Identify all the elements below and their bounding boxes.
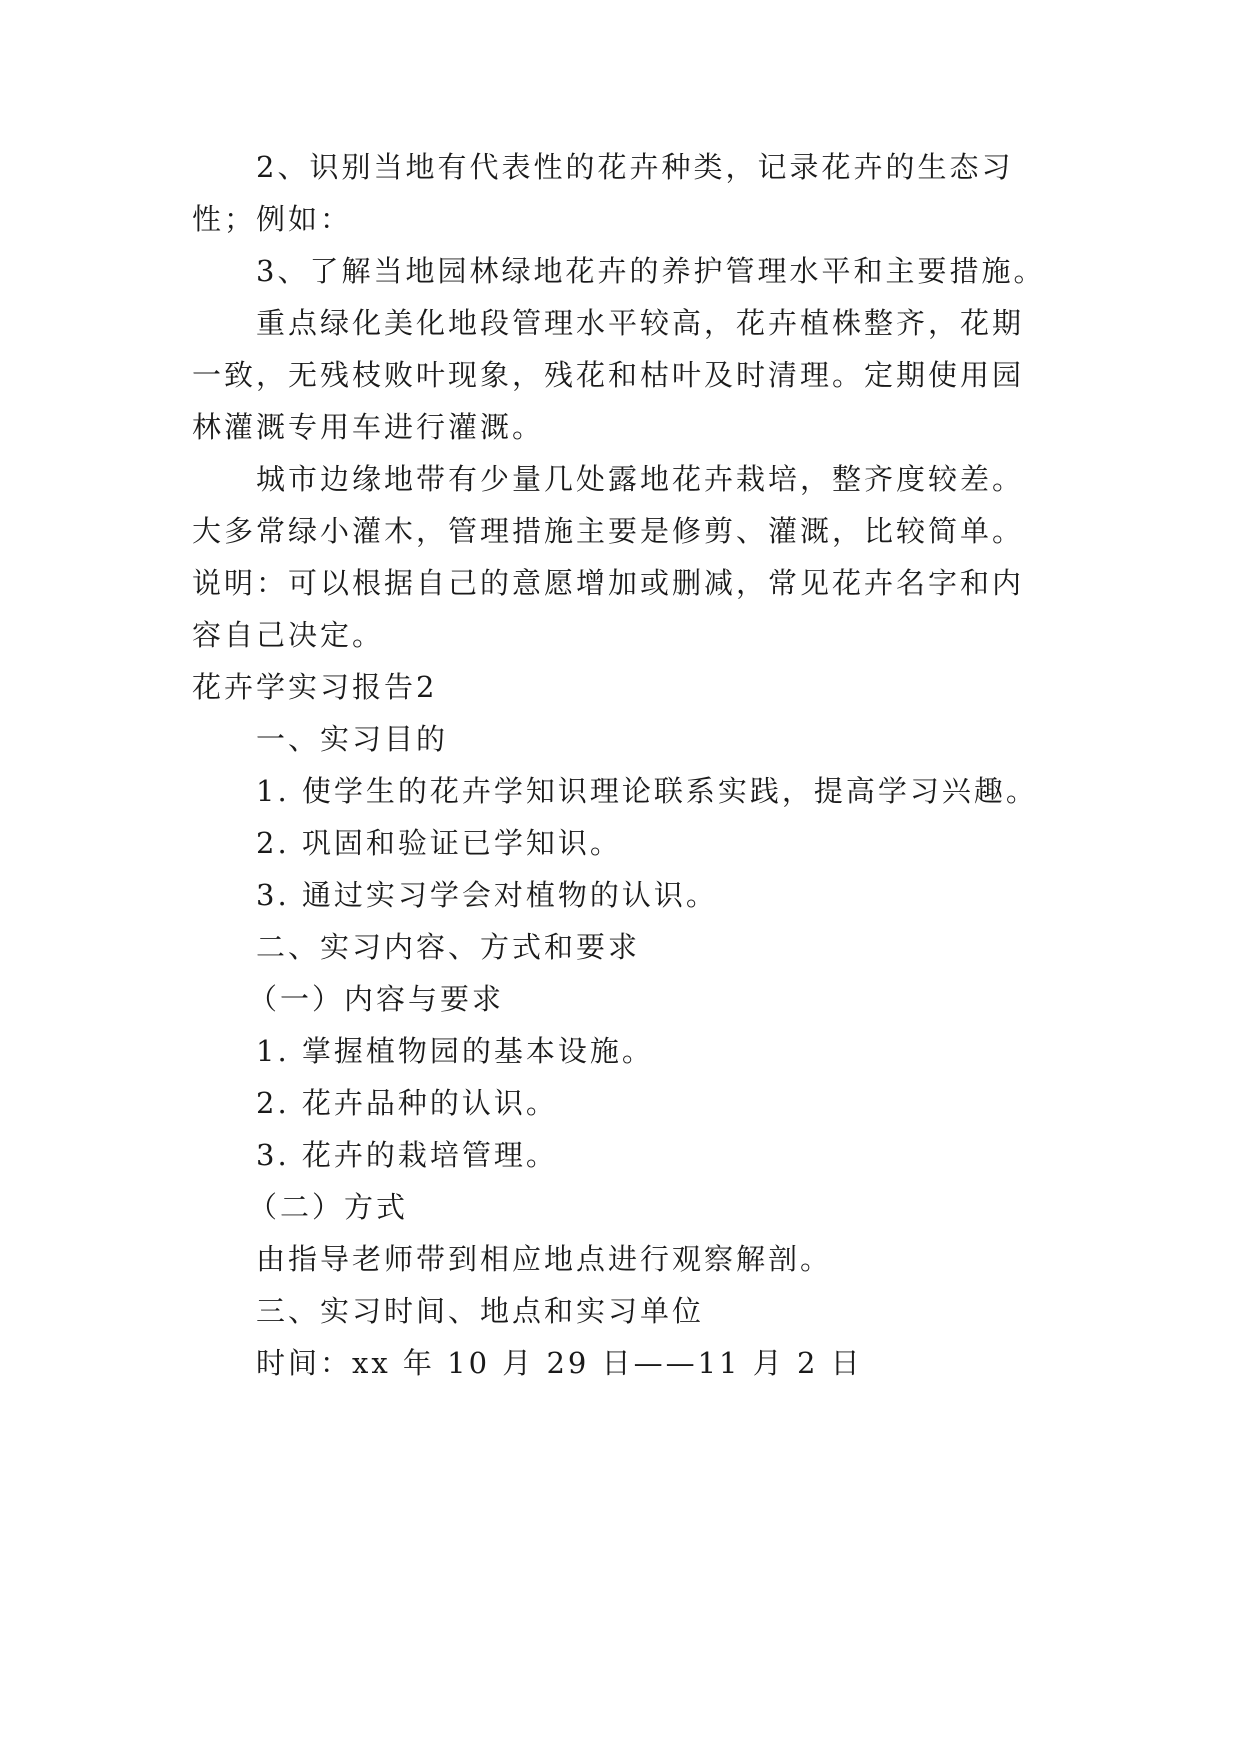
section-title: 花卉学实习报告2 [192,670,438,704]
subheading-line: （一）内容与要求 [248,982,505,1016]
heading-line: 二、实习内容、方式和要求 [256,930,641,964]
paragraph-line: 一致，无残枝败叶现象，残花和枯叶及时清理。定期使用园 [192,358,1025,392]
paragraph-line: 重点绿化美化地段管理水平较高，花卉植株整齐，花期 [256,306,1025,340]
heading-line: 三、实习时间、地点和实习单位 [256,1294,705,1328]
heading-line: 一、实习目的 [256,722,449,756]
paragraph-line: 城市边缘地带有少量几处露地花卉栽培，整齐度较差。 [256,462,1025,496]
list-item: 2. 巩固和验证已学知识。 [256,826,622,860]
paragraph-line: 3、了解当地园林绿地花卉的养护管理水平和主要措施。 [256,254,1046,288]
list-item: 2. 花卉品种的认识。 [256,1086,558,1120]
list-item: 3. 通过实习学会对植物的认识。 [256,878,718,912]
paragraph-line: 容自己决定。 [192,618,385,652]
paragraph-line: 2、识别当地有代表性的花卉种类，记录花卉的生态习 [256,150,1014,184]
paragraph-line: 由指导老师带到相应地点进行观察解剖。 [256,1242,833,1276]
paragraph-line: 性；例如： [192,202,353,236]
paragraph-line: 时间：xx 年 10 月 29 日——11 月 2 日 [256,1346,863,1380]
subheading-line: （二）方式 [248,1190,409,1224]
list-item: 3. 花卉的栽培管理。 [256,1138,558,1172]
paragraph-line: 大多常绿小灌木，管理措施主要是修剪、灌溉，比较简单。 [192,514,1025,548]
paragraph-line: 林灌溉专用车进行灌溉。 [192,410,545,444]
list-item: 1. 使学生的花卉学知识理论联系实践，提高学习兴趣。 [256,774,1038,808]
list-item: 1. 掌握植物园的基本设施。 [256,1034,654,1068]
paragraph-line: 说明：可以根据自己的意愿增加或删减，常见花卉名字和内 [192,566,1025,600]
